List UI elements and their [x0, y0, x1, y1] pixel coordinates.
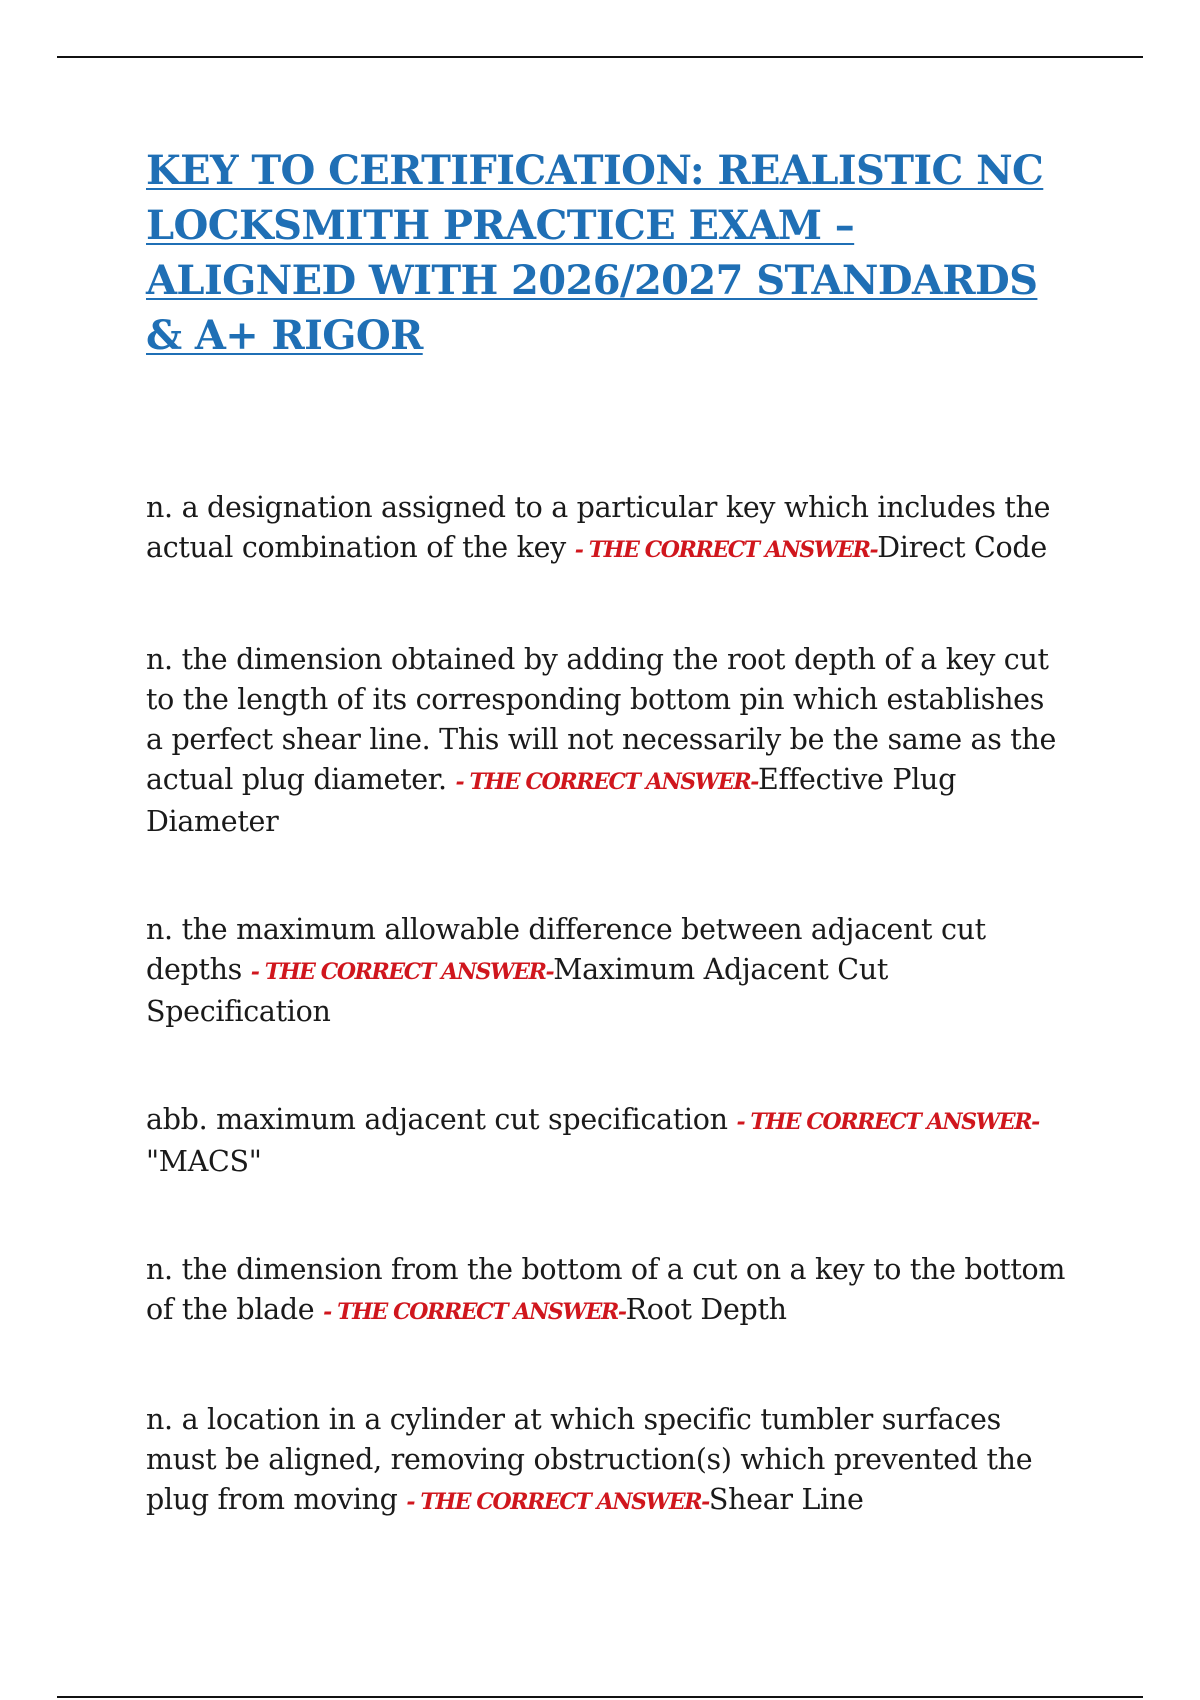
answer-flag: - THE CORRECT ANSWER- — [250, 959, 554, 985]
answer-flag: - THE CORRECT ANSWER- — [406, 1489, 709, 1515]
qa-item-shear-line — [146, 1400, 1066, 1522]
qa-item-macs-abbreviation — [146, 1100, 1066, 1182]
question-text: n. the dimension obtained by adding the root depth of a key cut to the length of its corresponding bottom pin which establishes a perfect shear line. This will not necessarily be the same as the actual plug diameter. — [146, 643, 1057, 796]
answer-flag: - THE CORRECT ANSWER- — [455, 769, 759, 795]
answer-text: Shear Line — [708, 1483, 864, 1516]
question-text: n. the dimension from the bottom of a cut on a key to the bottom of the blade — [146, 1253, 1066, 1326]
qa-item-macs-definition — [146, 910, 1066, 1032]
qa-item-root-depth — [146, 1250, 1066, 1332]
qa-item-direct-code — [146, 488, 1066, 570]
question-text: abb. maximum adjacent cut specification — [146, 1103, 737, 1136]
question-text: n. a designation assigned to a particular key which includes the actual combination of the key — [146, 491, 1051, 564]
qa-item-effective-plug-diameter — [146, 640, 1066, 842]
page-title: KEY TO CERTIFICATION: REALISTIC NC LOCKSMITH PRACTICE EXAM – ALIGNED WITH 2026/2027 STANDARDS & A+ RIGOR — [146, 147, 1044, 359]
answer-text: Effective Plug Diameter — [146, 763, 957, 838]
bottom-divider — [57, 1696, 1143, 1698]
answer-text: Root Depth — [625, 1293, 787, 1326]
question-text: n. the maximum allowable difference between adjacent cut depths — [146, 913, 986, 986]
answer-text: "MACS" — [146, 1145, 262, 1178]
answer-flag: - THE CORRECT ANSWER- — [736, 1109, 1039, 1135]
answer-text: Direct Code — [877, 531, 1047, 564]
answer-flag: - THE CORRECT ANSWER- — [323, 1299, 626, 1325]
answer-flag: - THE CORRECT ANSWER- — [574, 537, 878, 563]
top-divider — [57, 56, 1143, 58]
question-text: n. a location in a cylinder at which specific tumbler surfaces must be aligned, removing obstruction(s) which prevented the plug from moving — [146, 1403, 1033, 1516]
answer-text: Maximum Adjacent Cut Specification — [146, 953, 889, 1028]
